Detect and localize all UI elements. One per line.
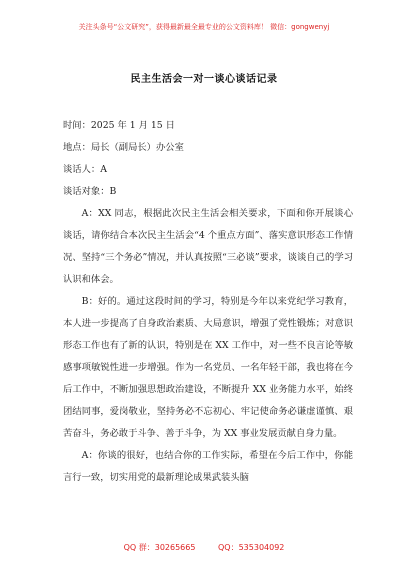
meeting-time: 时间：2025 年 1 月 15 日 bbox=[63, 120, 175, 131]
conversation-target: 谈话对象：B bbox=[63, 186, 117, 197]
footer-contact bbox=[0, 542, 408, 553]
footer-qq: QQ：535304092 bbox=[218, 543, 285, 552]
document-body bbox=[63, 115, 353, 489]
paragraph-a-opening: A：XX 同志，根据此次民主生活会相关要求，下面和你开展谈心谈话，请你结合本次民主生活会“4 个重点方面”、落实意识形态工作情况、坚持“三个务必”情况，并认真按照“三必谈”要求，谈谈自己的学习认识和体会。 bbox=[63, 208, 353, 285]
footer-qq-group: QQ 群：30265665 bbox=[123, 543, 196, 552]
paragraph-b-response: B：好的。通过这段时间的学习，特别是今年以来党纪学习教育，本人进一步提高了自身政治素质、大局意识，增强了党性锻炼；对意识形态工作也有了新的认识，特别是在 XX 工作中，对一些不良言论等敏感事项敏锐性进一步增强。作为一名党员、一名年轻干部，我也将在今后工作中，不断加强思想政治建设，不断提升 XX 业务能力水平，始终团结同事，爱岗敬业，坚持务必不忘初心、牢记使命务必谦虚谨慎、艰苦奋斗，务必敢于斗争、善于斗争，为 XX 事业发展贡献自身力量。 bbox=[63, 296, 353, 439]
document-title: 民主生活会一对一谈心谈话记录 bbox=[130, 74, 278, 85]
meeting-location: 地点：局长（副局长）办公室 bbox=[63, 142, 184, 153]
speaker: 谈话人：A bbox=[63, 164, 107, 175]
paragraph-a-feedback: A：你谈的很好，也结合你的工作实际，希望在今后工作中，你能言行一致，切实用党的最新理论成果武装头脑 bbox=[63, 450, 353, 483]
header-banner: 关注头条号“公文研究”，获得最新最全最专业的公文资料库！ 微信：gongwenyj bbox=[78, 23, 330, 31]
